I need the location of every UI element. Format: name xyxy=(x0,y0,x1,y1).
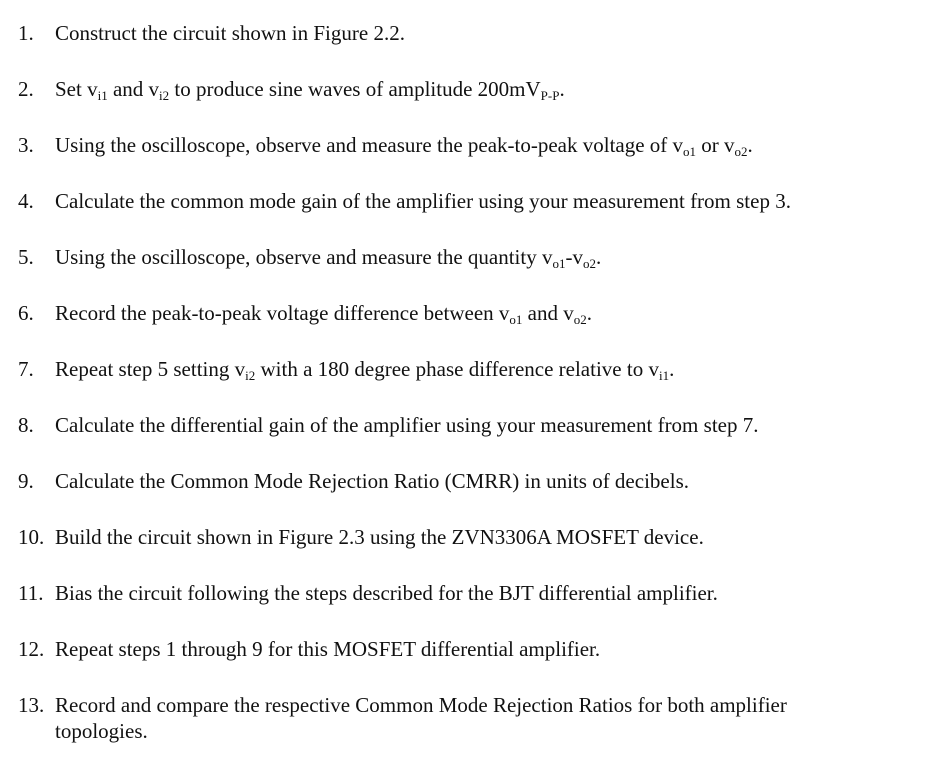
step-text-continuation: topologies. xyxy=(55,719,148,743)
step-number: 10. xyxy=(18,525,45,549)
step-number: 9. xyxy=(18,469,34,493)
step-9 xyxy=(18,468,938,494)
step-12 xyxy=(18,636,938,662)
step-number: 7. xyxy=(18,357,34,381)
step-number: 8. xyxy=(18,413,34,437)
step-text: Record the peak-to-peak voltage difference between $v_{o1}$ and $v_{o2}$. xyxy=(55,301,592,327)
step-11 xyxy=(18,580,938,606)
step-number: 13. xyxy=(18,693,45,717)
step-4 xyxy=(18,188,938,214)
step-text: Calculate the differential gain of the amplifier using your measurement from step 7. xyxy=(55,413,759,437)
step-number: 5. xyxy=(18,245,34,269)
step-number: 2. xyxy=(18,77,34,101)
step-13 xyxy=(18,692,938,744)
step-text: Repeat steps 1 through 9 for this MOSFET differential amplifier. xyxy=(55,637,601,661)
step-text: Using the oscilloscope, observe and measure the peak-to-peak voltage of $v_{o1}$ or $v_{o2}$. xyxy=(55,133,753,159)
step-3 xyxy=(18,132,938,158)
step-number: 4. xyxy=(18,189,34,213)
step-number: 1. xyxy=(18,21,34,45)
step-text: Repeat step 5 setting $v_{i2}$ with a 180 degree phase difference relative to $v_{i1}$. xyxy=(55,357,675,383)
step-7 xyxy=(18,356,938,382)
step-text: Build the circuit shown in Figure 2.3 using the ZVN3306A MOSFET device. xyxy=(55,525,704,549)
step-text: Record and compare the respective Common Mode Rejection Ratios for both amplifier xyxy=(55,693,787,717)
step-8 xyxy=(18,412,938,438)
step-text: Using the oscilloscope, observe and measure the quantity $v_{o1}-v_{o2}$. xyxy=(55,245,602,271)
step-6 xyxy=(18,300,938,326)
step-text: Calculate the Common Mode Rejection Ratio (CMRR) in units of decibels. xyxy=(55,469,689,493)
step-text: Set $v_{i1}$ and $v_{i2}$ to produce sine waves of amplitude $200mV_{P-P}$. xyxy=(55,77,565,103)
step-number: 6. xyxy=(18,301,34,325)
step-number: 3. xyxy=(18,133,34,157)
step-text: Construct the circuit shown in Figure 2.2. xyxy=(55,21,405,45)
step-text: Bias the circuit following the steps described for the BJT differential amplifier. xyxy=(55,581,718,605)
step-text: Calculate the common mode gain of the amplifier using your measurement from step 3. xyxy=(55,189,791,213)
step-10 xyxy=(18,524,938,550)
step-number: 11. xyxy=(18,581,44,605)
step-1 xyxy=(18,20,938,46)
step-number: 12. xyxy=(18,637,45,661)
step-5 xyxy=(18,244,938,270)
step-2 xyxy=(18,76,938,102)
